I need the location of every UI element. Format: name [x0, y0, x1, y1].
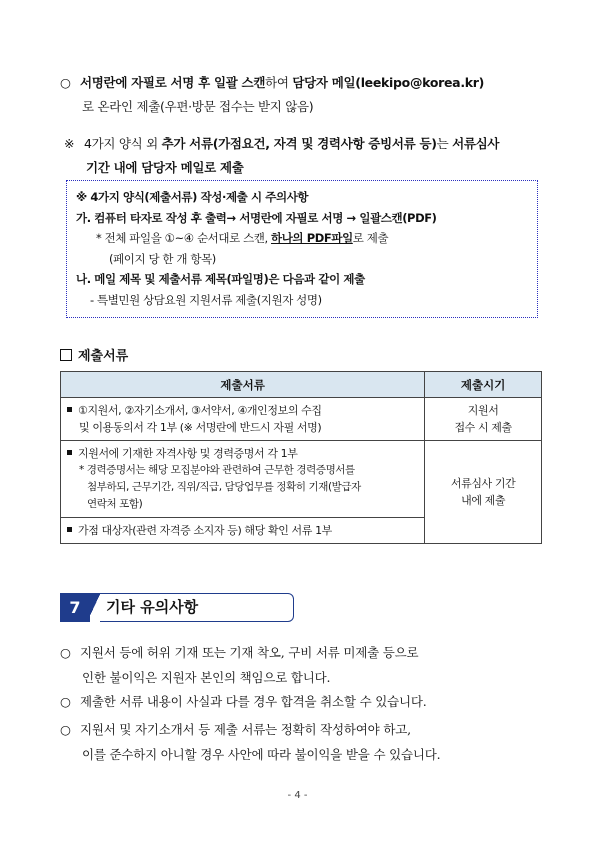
- notice-item-na: 나. 메일 제목 및 제출서류 제목(파일명)은 다음과 같이 제출: [76, 272, 365, 286]
- notice-item-na-sub: - 특별민원 상담요원 지원서류 제출(지원자 성명): [90, 292, 322, 307]
- extra-text-b: 추가 서류(가점요건, 자격 및 경력사항 증빙서류 등): [161, 136, 437, 151]
- reference-mark-icon: ※: [64, 136, 75, 151]
- table-cell-docs: [61, 398, 425, 441]
- caution-1-text-1: 지원서 등에 허위 기재 또는 기재 착오, 구비 서류 미제출 등으로: [80, 645, 419, 660]
- col-header-timing: 제출시기: [425, 372, 542, 398]
- table-cell-timing: [425, 398, 542, 441]
- table-header-row: [61, 372, 542, 398]
- extra-line-2: [64, 157, 549, 179]
- circle-bullet-icon: ○: [60, 75, 71, 90]
- notice-box: [66, 180, 538, 318]
- extra-text-c: 는: [436, 136, 453, 151]
- table-row: [61, 441, 542, 518]
- row1-line1: ①지원서, ②자기소개서, ③서약서, ④개인정보의 수집: [78, 404, 322, 417]
- square-bullet-icon: [67, 450, 72, 455]
- row1-time2: 접수 시 제출: [454, 421, 512, 434]
- documents-heading: [60, 345, 128, 364]
- caution-1-line-2: 인한 불이익은 지원자 본인의 책임으로 합니다.: [82, 670, 331, 685]
- notice-item-ga: 가. 컴퓨터 타자로 작성 후 출력→ 서명란에 자필로 서명 → 일괄스캔(PDF): [76, 210, 437, 225]
- extra-text-a: 4가지 양식 외: [84, 136, 162, 151]
- row2-sub2: 첨부하되, 근무기간, 직위/직급, 담당업무를 정확히 기재(발급자: [87, 481, 361, 493]
- table-cell-docs: [61, 518, 425, 544]
- row2-line1: 지원서에 기재한 자격사항 및 경력증명서 각 1부: [78, 447, 298, 460]
- section-7-header: [60, 593, 294, 622]
- section-title: 기타 유의사항: [106, 598, 199, 616]
- square-bullet-icon: [67, 407, 72, 412]
- row1-time1: 지원서: [467, 404, 499, 417]
- caution-1-line-1: [60, 640, 550, 665]
- circle-bullet-icon: ○: [60, 722, 71, 737]
- documents-heading-text: 제출서류: [78, 349, 129, 364]
- notice-item-ga-sub2: (페이지 당 한 개 항목): [109, 251, 216, 266]
- documents-table: [60, 371, 542, 544]
- row1-line2: 및 이용동의서 각 1부 (※ 서명란에 반드시 자필 서명): [79, 421, 322, 434]
- submission-line-1: [60, 72, 550, 94]
- table-cell-timing: [425, 441, 542, 544]
- row2-sub1: * 경력증명서는 해당 모집분야와 관련하여 근무한 경력증명서를: [79, 464, 355, 476]
- row3-line1: 가점 대상자(관련 자격증 소지자 등) 해당 확인 서류 1부: [78, 524, 332, 537]
- submission-line-2: 로 온라인 제출(우편·방문 접수는 받지 않음): [82, 99, 314, 114]
- section-number: 7: [60, 593, 90, 622]
- notice-sub-text-a: * 전체 파일을 ①~④ 순서대로 스캔,: [96, 231, 271, 245]
- caution-2-text-1: 제출한 서류 내용이 사실과 다를 경우 합격을 취소할 수 있습니다.: [80, 694, 427, 709]
- caution-item-2: [60, 689, 550, 714]
- row23-time1: 서류심사 기간: [450, 477, 516, 490]
- col-header-documents: 제출서류: [61, 372, 425, 398]
- notice-sub-text-c: 로 제출: [352, 231, 389, 245]
- submission-instruction: [60, 72, 550, 118]
- page-number: - 4 -: [287, 790, 308, 801]
- extra-text-d: 서류심사: [452, 136, 500, 151]
- row2-sub3: 연락처 포함): [87, 498, 143, 510]
- notice-item-ga-sub: [76, 228, 528, 249]
- row23-time2: 내에 제출: [461, 494, 506, 507]
- circle-bullet-icon: ○: [60, 694, 71, 709]
- caution-3-text-1: 지원서 및 자기소개서 등 제출 서류는 정확히 작성하여야 하고,: [80, 722, 411, 737]
- caution-3-line-2: 이를 준수하지 아니할 경우 사안에 따라 불이익을 받을 수 있습니다.: [82, 747, 441, 762]
- extra-text-line2: 기간 내에 담당자 메일로 제출: [86, 160, 244, 175]
- caution-3-line-1: [60, 717, 550, 742]
- submission-connector: 하여: [265, 75, 293, 90]
- extra-line-1: [64, 133, 549, 155]
- notice-sub-pdf: 하나의 PDF파일: [271, 231, 353, 245]
- submission-email-text: 담당자 메일(leekipo@korea.kr): [292, 75, 485, 90]
- table-cell-docs: [61, 441, 425, 518]
- square-box-icon: [60, 349, 72, 361]
- submission-scan-text: 서명란에 자필로 서명 후 일괄 스캔: [80, 75, 266, 90]
- circle-bullet-icon: ○: [60, 645, 71, 660]
- section-slash-decoration: [90, 593, 100, 622]
- caution-2-line-1: [60, 689, 550, 714]
- extra-documents-note: [64, 133, 549, 179]
- caution-item-1: [60, 640, 550, 690]
- caution-item-3: [60, 717, 550, 767]
- notice-title: ※ 4가지 양식(제출서류) 작성·제출 시 주의사항: [76, 190, 309, 204]
- table-row: [61, 398, 542, 441]
- square-bullet-icon: [67, 527, 72, 532]
